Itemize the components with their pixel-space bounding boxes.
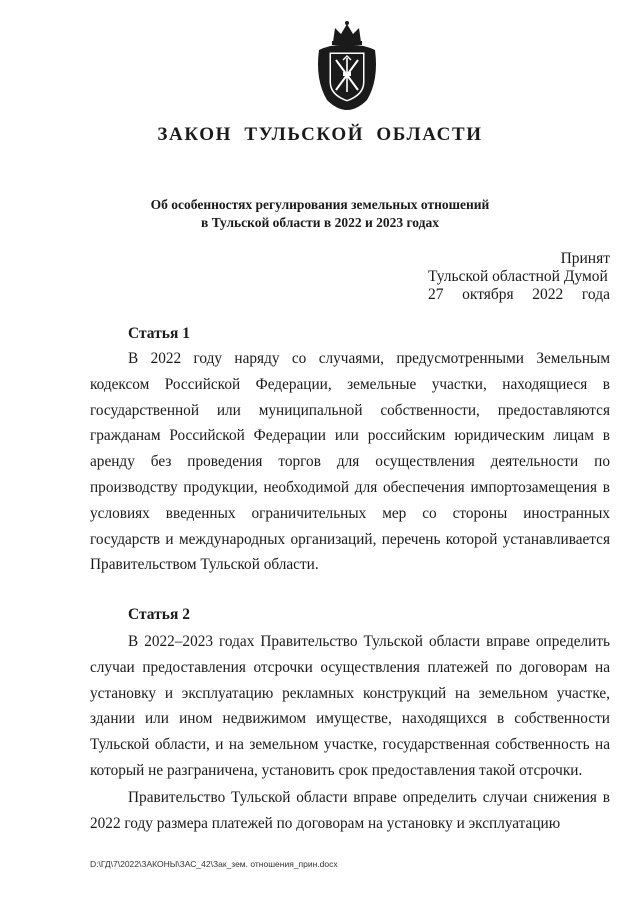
adoption-year: 2022 <box>532 286 564 303</box>
adoption-label: Принят <box>560 250 610 267</box>
adoption-month: октября <box>462 286 514 303</box>
subject-line-2: в Тульской области в 2022 и 2023 годах <box>201 215 439 230</box>
law-title: ЗАКОН ТУЛЬСКОЙ ОБЛАСТИ <box>157 124 483 145</box>
adoption-day: 27 <box>428 286 444 303</box>
article-2-paragraph-1 <box>90 629 610 784</box>
paragraph-text: Правительство Тульской области вправе определить случаи снижения в 2022 году размера платежей по договорам на установку и эксплуатацию <box>90 789 610 832</box>
adoption-suffix: года <box>581 286 610 303</box>
article-1-heading: Статья 1 <box>128 325 190 342</box>
file-path-footer: D:\ГД\7\2022\ЗАКОНЫ\ЗАС_42\Зак_зем. отношения_прин.docx <box>90 859 338 869</box>
subject-line-1: Об особенностях регулирования земельных отношений <box>150 197 490 212</box>
paragraph-text: В 2022 году наряду со случаями, предусмотренными Земельным кодексом Российской Федерации, земельные участки, находящиеся в государственной или муниципальной собственности, предоставляются гражданам Российской Федерации или российским юридическим лицам в аренду без проведения торгов для осуществления деятельности по производству продукции, необходимой для обеспечения импортозамещения в условиях введенных ограничительных мер со стороны иностранных государств и международных организаций, перечень которой устанавливается Правительством Тульской области. <box>90 350 610 574</box>
adoption-date <box>428 286 610 304</box>
adoption-block <box>428 250 610 304</box>
paragraph-text: В 2022–2023 годах Правительство Тульской области вправе определить случаи предоставления отсрочки осуществления платежей по договорам на установку и эксплуатацию рекламных конструкций на земельном участке, здании или ином недвижимом имуществе, находящихся в собственности Тульской области, и на земельном участке, государственная собственность на который не разграничена, установить срок предоставления такой отсрочки. <box>90 633 610 779</box>
law-subject <box>0 196 640 232</box>
article-1-paragraph-1 <box>90 346 610 578</box>
coat-of-arms-icon <box>313 20 381 112</box>
article-2-heading: Статья 2 <box>128 606 190 623</box>
adoption-body: Тульской областной Думой <box>428 268 608 285</box>
article-2-paragraph-2 <box>90 785 610 837</box>
